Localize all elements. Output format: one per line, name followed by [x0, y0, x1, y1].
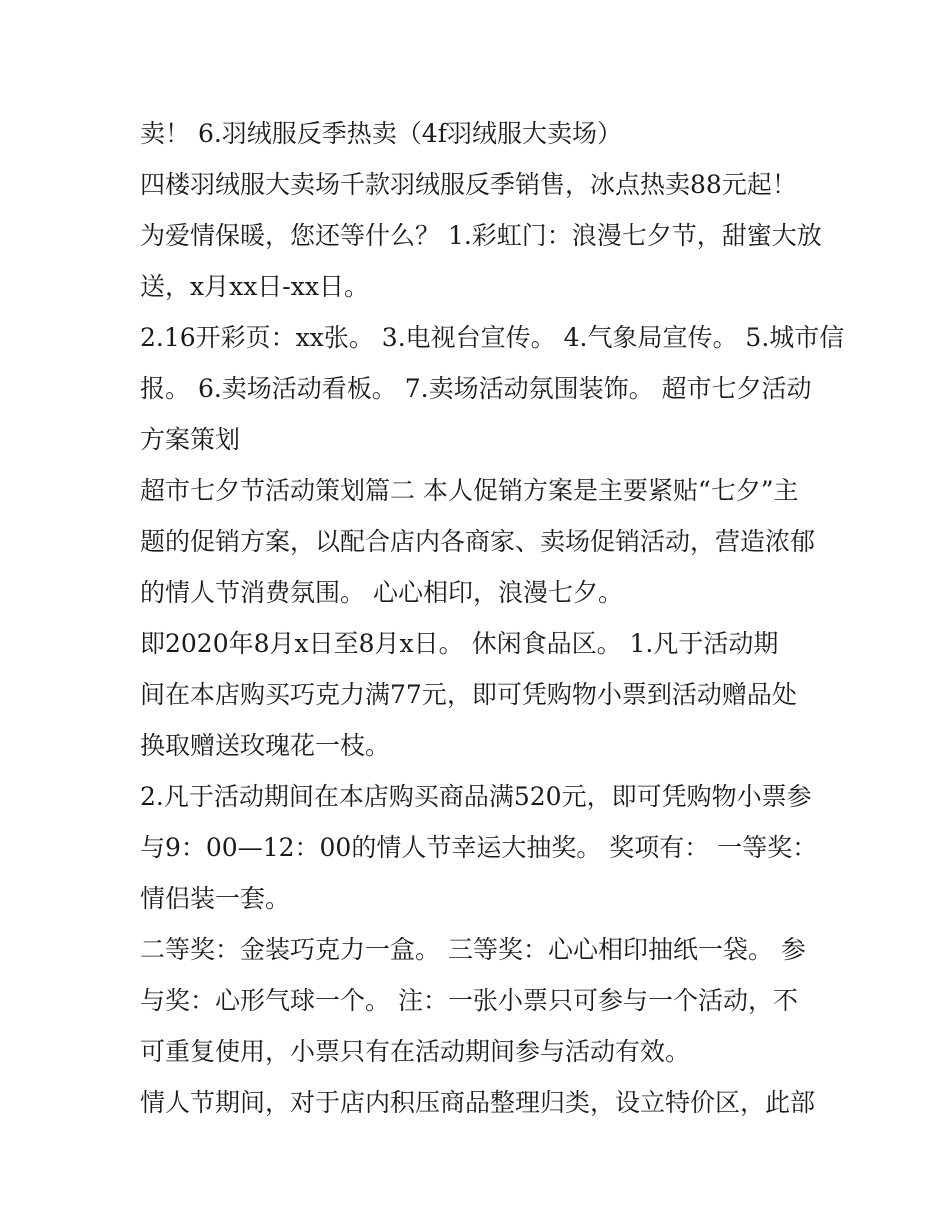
text-line: 的情人节消费氛围。 心心相印，浪漫七夕。 — [140, 578, 623, 607]
text-line: 2.16开彩页：xx张。 3.电视台宣传。 4.气象局宣传。 5.城市信 — [140, 323, 845, 352]
text-line: 2.凡于活动期间在本店购买商品满520元，即可凭购物小票参 — [140, 782, 812, 811]
text-line: 情人节期间，对于店内积压商品整理归类，设立特价区，此部 — [140, 1088, 816, 1117]
text-line: 超市七夕节活动策划篇二 本人促销方案是主要紧贴“七夕”主 — [140, 476, 799, 505]
text-line: 与9：00—12：00的情人节幸运大抽奖。 奖项有： 一等奖： — [140, 833, 818, 862]
text-line: 间在本店购买巧克力满77元，即可凭购物小票到活动赠品处 — [140, 680, 797, 709]
text-line: 可重复使用，小票只有在活动期间参与活动有效。 — [140, 1037, 691, 1066]
text-line: 送，x月xx日-xx日。 — [140, 272, 369, 301]
text-line: 即2020年8月x日至8月x日。 休闲食品区。 1.凡于活动期 — [140, 629, 779, 658]
text-line: 卖！ 6.羽绒服反季热卖（4f羽绒服大卖场） — [140, 119, 622, 148]
text-line: 方案策划 — [140, 425, 241, 454]
text-line: 为爱情保暖，您还等什么？ 1.彩虹门：浪漫七夕节，甜蜜大放 — [140, 221, 822, 250]
text-line: 题的促销方案，以配合店内各商家、卖场促销活动，营造浓郁 — [140, 527, 816, 556]
document-body — [140, 108, 845, 1128]
text-line: 二等奖：金装巧克力一盒。 三等奖：心心相印抽纸一袋。 参 — [140, 935, 806, 964]
text-line: 情侣装一套。 — [140, 884, 291, 913]
text-line: 四楼羽绒服大卖场千款羽绒服反季销售，冰点热卖88元起！ — [140, 170, 797, 199]
text-line: 换取赠送玫瑰花一枝。 — [140, 731, 391, 760]
text-line: 与奖：心形气球一个。 注：一张小票只可参与一个活动，不 — [140, 986, 798, 1015]
text-line: 报。 6.卖场活动看板。 7.卖场活动氛围装饰。 超市七夕活动 — [140, 374, 812, 403]
